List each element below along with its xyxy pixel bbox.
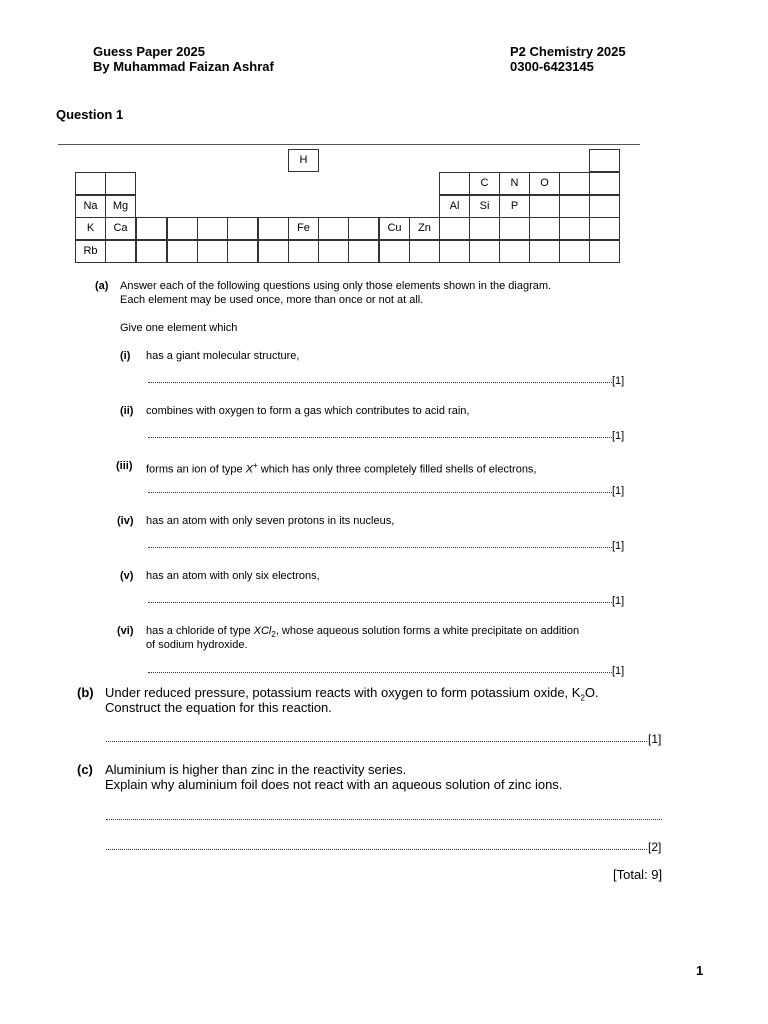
empty-element-cell — [529, 217, 560, 240]
empty-element-cell — [589, 195, 620, 218]
empty-element-cell — [197, 240, 228, 263]
element-cell-al: Al — [439, 195, 470, 218]
item-iv-mark: [1] — [612, 540, 625, 552]
item-i-text: has a giant molecular structure, — [146, 350, 300, 362]
header-right-title: P2 Chemistry 2025 — [510, 44, 626, 59]
empty-element-cell — [227, 240, 258, 263]
item-iv-text: has an atom with only seven protons in its nucleus, — [146, 515, 395, 527]
empty-element-cell — [469, 240, 500, 263]
part-b-line1-sub: 2 — [580, 693, 585, 703]
part-b-line2: Construct the equation for this reaction. — [105, 700, 332, 715]
item-i-answer-line[interactable] — [148, 382, 612, 383]
question-title: Question 1 — [56, 107, 124, 122]
element-cell-cu: Cu — [379, 217, 410, 240]
page-number: 1 — [696, 963, 704, 978]
empty-element-cell — [559, 217, 590, 240]
empty-element-cell — [167, 240, 198, 263]
item-ii-answer-line[interactable] — [148, 437, 612, 438]
empty-element-cell — [105, 172, 136, 195]
empty-element-cell — [318, 240, 349, 263]
empty-element-cell — [439, 172, 470, 195]
part-c-label: (c) — [77, 762, 93, 777]
element-cell-n: N — [499, 172, 530, 195]
empty-element-cell — [589, 149, 620, 172]
empty-element-cell — [348, 240, 379, 263]
item-iii-text-before: forms an ion of type — [146, 463, 246, 476]
part-a-give-one: Give one element which — [120, 322, 238, 334]
empty-element-cell — [348, 217, 379, 240]
part-b-line1-after: O. — [584, 685, 599, 700]
header-left-author: By Muhammad Faizan Ashraf — [93, 59, 274, 74]
item-iii-text — [146, 459, 537, 477]
part-b-answer-line[interactable] — [106, 741, 647, 742]
item-iv-number: (iv) — [117, 515, 134, 527]
item-i-number: (i) — [120, 350, 131, 362]
item-v-mark: [1] — [612, 595, 625, 607]
header-right-phone: 0300-6423145 — [510, 59, 594, 74]
part-c-answer-line-2[interactable] — [106, 849, 647, 850]
part-c-mark: [2] — [648, 840, 662, 854]
item-iii-ion-charge: + — [253, 461, 258, 470]
empty-element-cell — [589, 240, 620, 263]
element-cell-fe: Fe — [288, 217, 319, 240]
part-a-intro-line1: Answer each of the following questions using only those elements shown in the diagram. — [120, 280, 552, 292]
item-ii-mark: [1] — [612, 430, 625, 442]
item-iii-answer-line[interactable] — [148, 492, 612, 493]
empty-element-cell — [529, 195, 560, 218]
empty-element-cell — [227, 217, 258, 240]
empty-element-cell — [439, 240, 470, 263]
item-iii-text-after: which has only three completely filled shells of electrons, — [257, 463, 537, 476]
item-iii-ion: X — [245, 463, 254, 476]
element-cell-na: Na — [75, 195, 106, 218]
part-b-mark: [1] — [648, 732, 662, 746]
top-rule — [58, 144, 640, 145]
element-cell-k: K — [75, 217, 106, 240]
item-vi-mark: [1] — [612, 665, 625, 677]
empty-element-cell — [379, 240, 410, 263]
element-cell-o: O — [529, 172, 560, 195]
item-ii-text: combines with oxygen to form a gas which contributes to acid rain, — [146, 405, 470, 417]
empty-element-cell — [197, 217, 228, 240]
empty-element-cell — [589, 217, 620, 240]
element-cell-zn: Zn — [409, 217, 440, 240]
total-marks: [Total: 9] — [613, 867, 663, 882]
empty-element-cell — [288, 240, 319, 263]
empty-element-cell — [136, 217, 167, 240]
empty-element-cell — [529, 240, 560, 263]
empty-element-cell — [167, 217, 198, 240]
empty-element-cell — [318, 217, 349, 240]
item-v-text: has an atom with only six electrons, — [146, 570, 320, 582]
empty-element-cell — [499, 217, 530, 240]
item-vi-number: (vi) — [117, 625, 134, 637]
part-a-intro-line2: Each element may be used once, more than once or not at all. — [120, 294, 424, 306]
element-cell-si: Si — [469, 195, 500, 218]
empty-element-cell — [258, 240, 289, 263]
empty-element-cell — [559, 240, 590, 263]
empty-element-cell — [75, 172, 106, 195]
item-v-number: (v) — [120, 570, 134, 582]
element-cell-rb: Rb — [75, 240, 106, 263]
empty-element-cell — [136, 240, 167, 263]
element-cell-mg: Mg — [105, 195, 136, 218]
empty-element-cell — [409, 240, 440, 263]
element-cell-c: C — [469, 172, 500, 195]
part-c-answer-line-1[interactable] — [106, 819, 662, 820]
part-c-line1: Aluminium is higher than zinc in the reactivity series. — [105, 762, 407, 777]
part-c-line2: Explain why aluminium foil does not react with an aqueous solution of zinc ions. — [105, 777, 563, 792]
empty-element-cell — [499, 240, 530, 263]
empty-element-cell — [439, 217, 470, 240]
item-v-answer-line[interactable] — [148, 602, 612, 603]
item-iii-number: (iii) — [116, 460, 133, 472]
item-iv-answer-line[interactable] — [148, 547, 612, 548]
element-cell-h: H — [288, 149, 319, 172]
item-vi-text-line2: of sodium hydroxide. — [146, 639, 248, 651]
item-ii-number: (ii) — [120, 405, 134, 417]
item-i-mark: [1] — [612, 375, 625, 387]
empty-element-cell — [559, 172, 590, 195]
item-vi-text-before: has a chloride of type — [146, 625, 254, 637]
header-left-title: Guess Paper 2025 — [93, 44, 206, 59]
empty-element-cell — [469, 217, 500, 240]
part-b-line1-before: Under reduced pressure, potassium reacts with oxygen to form potassium oxide, K — [105, 685, 581, 700]
item-vi-formula: XCl — [253, 625, 272, 637]
part-b-label: (b) — [77, 685, 94, 700]
part-a-label: (a) — [95, 280, 109, 292]
empty-element-cell — [559, 195, 590, 218]
empty-element-cell — [105, 240, 136, 263]
item-vi-answer-line[interactable] — [148, 672, 612, 673]
item-vi-text-after: , whose aqueous solution forms a white precipitate on addition — [275, 625, 580, 637]
element-cell-p: P — [499, 195, 530, 218]
empty-element-cell — [589, 172, 620, 195]
item-vi-formula-sub: 2 — [271, 630, 276, 640]
empty-element-cell — [258, 217, 289, 240]
item-iii-mark: [1] — [612, 485, 625, 497]
element-cell-ca: Ca — [105, 217, 136, 240]
